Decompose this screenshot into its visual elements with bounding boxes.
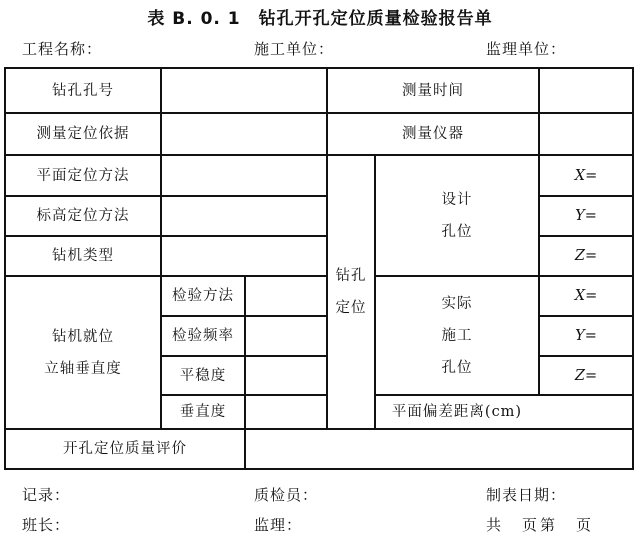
check-frequency-label: 检验频率 xyxy=(172,328,234,344)
col-rule xyxy=(538,67,540,156)
project-name-label: 工程名称： xyxy=(22,40,103,58)
quality-evaluation-label: 开孔定位质量评价 xyxy=(63,441,187,457)
design-hole-position-label xyxy=(376,156,538,275)
page-count-label: 共 页第 页 xyxy=(486,516,595,534)
design-line2: 孔位 xyxy=(441,223,473,240)
survey-time-label: 测量时间 xyxy=(402,82,464,99)
construction-unit-label: 施工单位： xyxy=(254,40,335,58)
recorder-label: 记录： xyxy=(22,486,71,504)
inspector-label: 质检员： xyxy=(254,486,319,504)
check-method-label: 检验方法 xyxy=(172,288,234,304)
col-rule xyxy=(244,275,246,470)
actual-line3: 孔位 xyxy=(441,359,473,376)
rig-position-line2: 立轴垂直度 xyxy=(44,360,122,377)
col-rule xyxy=(160,67,162,277)
table-border-right xyxy=(632,67,634,470)
actual-z-label: Z= xyxy=(574,367,598,384)
elevation-method-label: 标高定位方法 xyxy=(36,208,130,224)
survey-basis-label: 测量定位依据 xyxy=(36,126,130,142)
rig-position-label xyxy=(6,277,160,428)
actual-x-label: X= xyxy=(574,288,598,304)
table-border-bottom xyxy=(4,468,634,470)
design-z-label: Z= xyxy=(574,248,598,264)
actual-line2: 施工 xyxy=(441,327,473,344)
hole-positioning-line1: 钻孔 xyxy=(335,268,367,284)
survey-instrument-label: 测量仪器 xyxy=(402,126,464,142)
supervision-unit-label: 监理单位： xyxy=(486,40,567,58)
actual-y-label: Y= xyxy=(575,328,597,344)
hole-positioning-line2: 定位 xyxy=(335,300,367,316)
hole-no-label: 钻孔孔号 xyxy=(52,82,114,99)
design-x-label: X= xyxy=(574,167,598,184)
team-leader-label: 班长： xyxy=(22,516,71,534)
rig-type-label: 钻机类型 xyxy=(52,248,114,264)
page-title: 表 B. 0. 1 钻孔开孔定位质量检验报告单 xyxy=(147,9,493,29)
actual-line1: 实际 xyxy=(441,295,473,312)
rig-position-line1: 钻机就位 xyxy=(52,328,114,345)
actual-hole-position-label xyxy=(376,277,538,394)
plane-deviation-label: 平面偏差距离(cm) xyxy=(391,404,523,420)
design-line1: 设计 xyxy=(441,191,473,208)
stability-label: 平稳度 xyxy=(179,367,227,384)
verticality-label: 垂直度 xyxy=(179,404,227,420)
supervisor-label: 监理： xyxy=(254,516,303,534)
hole-positioning-label xyxy=(328,156,374,428)
table-date-label: 制表日期： xyxy=(486,486,567,504)
design-y-label: Y= xyxy=(575,208,597,224)
plane-method-label: 平面定位方法 xyxy=(36,167,130,184)
